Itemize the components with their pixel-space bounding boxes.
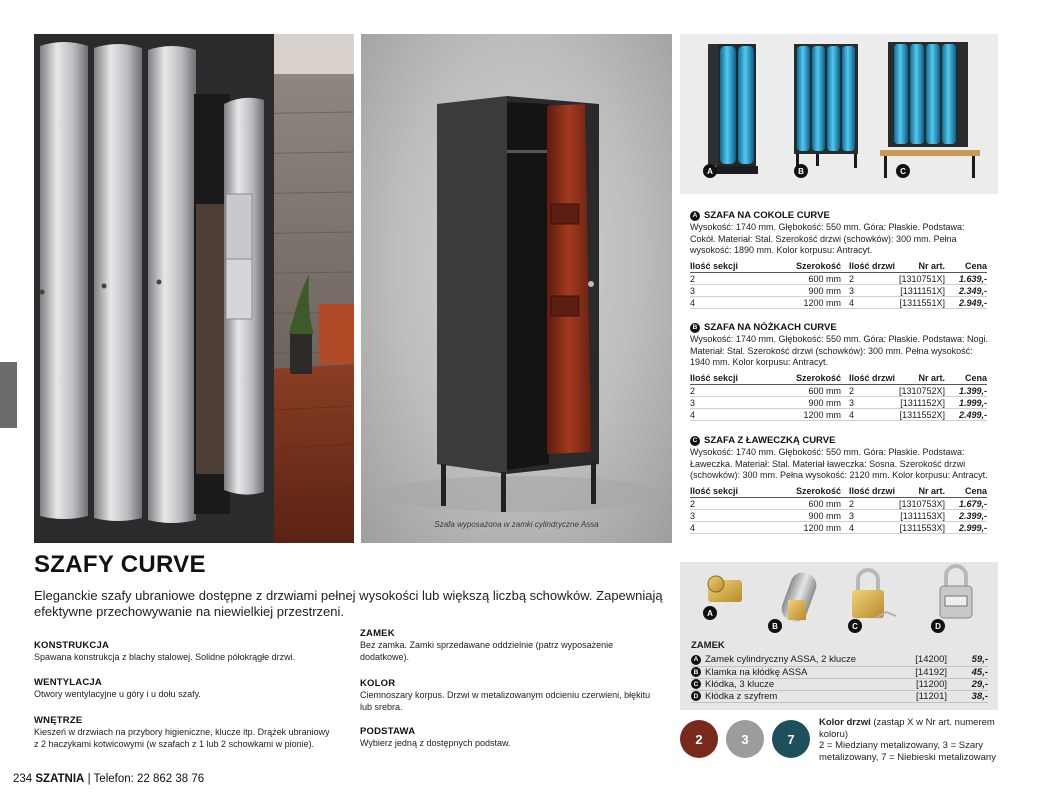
- cell: 2: [690, 498, 760, 510]
- price-cell: 2.949,-: [945, 297, 987, 309]
- section-c-table: [690, 485, 987, 535]
- price-cell: 2.349,-: [945, 285, 987, 297]
- lock-label-c: C: [848, 619, 862, 633]
- section-c-title-text: SZAFA Z ŁAWECZKĄ CURVE: [704, 435, 836, 446]
- color-swatch-grey: 3: [726, 720, 764, 758]
- feature-text: Spawana konstrukcja z blachy stalowej. Solidne półokrągłe drzwi.: [34, 652, 296, 662]
- lock-price: 38,-: [947, 690, 988, 702]
- feature-wentylacja: [34, 677, 334, 701]
- cell: 600 mm: [760, 498, 843, 510]
- section-c-title: [690, 435, 990, 446]
- lock-row-bullet: A: [691, 655, 701, 665]
- page-number: 234: [13, 773, 33, 785]
- cell: 4: [843, 297, 895, 309]
- cell: [1311551X]: [895, 297, 945, 309]
- color-swatch-blue: 7: [772, 720, 810, 758]
- product-variants-box: [680, 34, 998, 194]
- table-row: [690, 409, 987, 421]
- section-tab: [0, 362, 17, 428]
- cell: [1311553X]: [895, 522, 945, 534]
- lock-label-b: B: [768, 619, 782, 633]
- cell: 4: [690, 297, 760, 309]
- cell: 1200 mm: [760, 297, 843, 309]
- section-b-description: Wysokość: 1740 mm. Głębokość: 550 mm. Góra: Płaskie. Podstawa: Nogi. Materiał: Stal. Szerokość drzwi (schowków): 300 mm. Pełna wysokość: 1940 mm. Kolor korpusu: Antracyt.: [690, 334, 989, 367]
- cell: 3: [843, 285, 895, 297]
- locker-illustration: [361, 34, 672, 543]
- cell: 2: [843, 273, 895, 285]
- cell: 2: [843, 498, 895, 510]
- section-c-description: Wysokość: 1740 mm. Głębokość: 550 mm. Góra: Płaskie. Podstawa: Ławeczka. Materiał: Stal. Materiał ławeczka: Sosna. Szerokość drzwi (schowków): 300 mm. Pełna wysokość: 2120 mm. Kolor korpusu: Antracyt.: [690, 447, 988, 480]
- section-b-title: [690, 322, 990, 333]
- cell: [1311151X]: [895, 285, 945, 297]
- locks-heading: ZAMEK: [691, 640, 725, 651]
- col-header: Cena: [945, 372, 987, 385]
- feature-zamek: [360, 628, 660, 663]
- col-header: Nr art.: [895, 372, 945, 385]
- intro-text: Eleganckie szafy ubraniowe dostępne z drzwiami pełnej wysokości lub większą liczbą schowków. Zapewniają efektywne przechowywanie na niewielkiej przestrzeni.: [34, 588, 663, 619]
- table-header-row: [690, 260, 987, 273]
- section-a-table: [690, 260, 987, 310]
- variant-label-c: C: [896, 164, 910, 178]
- cell: 4: [843, 522, 895, 534]
- feature-wnetrze: [34, 715, 334, 750]
- cell: [1311153X]: [895, 510, 945, 522]
- photo-caption: Szafa wyposażona w zamki cylindryczne Assa: [434, 520, 599, 529]
- section-b-title-text: SZAFA NA NÓŻKACH CURVE: [704, 322, 837, 333]
- cell: [1310751X]: [895, 273, 945, 285]
- feature-heading: KOLOR: [360, 678, 396, 689]
- cell: 3: [843, 510, 895, 522]
- cell: 2: [690, 385, 760, 397]
- section-c-bullet: C: [690, 436, 700, 446]
- col-header: Ilość sekcji: [690, 485, 760, 498]
- variant-label-a: A: [703, 164, 717, 178]
- door-color-heading: Kolor drzwi: [819, 717, 871, 728]
- feature-heading: WNĘTRZE: [34, 715, 83, 726]
- locks-box: [680, 562, 998, 710]
- cell: [1311552X]: [895, 409, 945, 421]
- section-b-bullet: B: [690, 323, 700, 333]
- section-b-table: [690, 372, 987, 422]
- col-header: Nr art.: [895, 485, 945, 498]
- feature-heading: KONSTRUKCJA: [34, 640, 110, 651]
- table-row: [691, 690, 988, 702]
- col-header: Cena: [945, 485, 987, 498]
- table-row: [690, 397, 987, 409]
- section-a-bullet: A: [690, 211, 700, 221]
- door-color-text: 2 = Miedziany metalizowany, 3 = Szary metalizowany, 7 = Niebieski metalizowany: [819, 740, 996, 763]
- feature-text: Kieszeń w drzwiach na przybory higieniczne, klucze itp. Drążek ubraniowy z 2 haczykami kotwicowymi (w szafach z 1 lub 2 schowkami w pionie).: [34, 727, 330, 749]
- room-photo-illustration: [34, 34, 354, 543]
- feature-konstrukcja: [34, 640, 334, 664]
- lock-label-a: A: [703, 606, 717, 620]
- cell: [1311152X]: [895, 397, 945, 409]
- table-header-row: [690, 372, 987, 385]
- cell: 3: [690, 285, 760, 297]
- lock-art: [11201]: [895, 690, 947, 702]
- locks-illustration: [680, 562, 998, 632]
- section-a-title: [690, 210, 990, 221]
- feature-text: Wybierz jedną z dostępnych podstaw.: [360, 738, 511, 748]
- cell: 3: [690, 397, 760, 409]
- cell: 600 mm: [760, 273, 843, 285]
- variant-illustrations: [680, 34, 998, 194]
- price-cell: 2.999,-: [945, 522, 987, 534]
- product-photo: [361, 34, 672, 543]
- price-cell: 1.999,-: [945, 397, 987, 409]
- variant-label-b: B: [794, 164, 808, 178]
- door-color-note: (zastąp X w Nr art. numerem koloru): [819, 717, 995, 740]
- price-cell: 1.639,-: [945, 273, 987, 285]
- cell: 4: [843, 409, 895, 421]
- cell: 4: [690, 522, 760, 534]
- feature-heading: WENTYLACJA: [34, 677, 102, 688]
- col-header: Ilość sekcji: [690, 260, 760, 273]
- col-header: Ilość drzwi: [843, 260, 895, 273]
- table-row: [690, 285, 987, 297]
- lock-price: 29,-: [947, 678, 988, 690]
- cell: [1310752X]: [895, 385, 945, 397]
- table-row: [690, 522, 987, 534]
- col-header: Szerokość: [760, 260, 843, 273]
- feature-text: Bez zamka. Zamki sprzedawane oddzielnie (patrz wyposażenie dodatkowe).: [360, 640, 614, 662]
- feature-kolor: [360, 678, 660, 713]
- lock-row-bullet: D: [691, 691, 701, 701]
- col-header: Ilość drzwi: [843, 485, 895, 498]
- cell: 3: [690, 510, 760, 522]
- table-row: [691, 678, 988, 690]
- price-cell: 2.399,-: [945, 510, 987, 522]
- section-a-description: Wysokość: 1740 mm. Głębokość: 550 mm. Góra: Płaskie. Podstawa: Cokół. Materiał: Stal. Szerokość drzwi (schowków): 300 mm. Pełna wysokość: 1890 mm. Kolor korpusu: Antracyt.: [690, 222, 965, 255]
- locks-table: [691, 654, 988, 703]
- cell: 3: [843, 397, 895, 409]
- cell: 900 mm: [760, 397, 843, 409]
- lock-row-bullet: B: [691, 667, 701, 677]
- cell: 4: [690, 409, 760, 421]
- cell: 1200 mm: [760, 522, 843, 534]
- table-row: [690, 510, 987, 522]
- footer: [13, 773, 204, 785]
- color-swatch-copper: 2: [680, 720, 718, 758]
- feature-text: Otwory wentylacyjne u góry i u dołu szafy.: [34, 689, 201, 699]
- table-header-row: [690, 485, 987, 498]
- lock-name: Kłódka, 3 klucze: [705, 678, 895, 690]
- feature-heading: ZAMEK: [360, 628, 395, 639]
- col-header: Cena: [945, 260, 987, 273]
- feature-podstawa: [360, 726, 660, 750]
- cell: 900 mm: [760, 510, 843, 522]
- table-row: [690, 498, 987, 510]
- lock-art: [11200]: [895, 678, 947, 690]
- feature-text: Ciemnoszary korpus. Drzwi w metalizowanym odcieniu czerwieni, błękitu lub srebra.: [360, 690, 651, 712]
- lock-art: [14200]: [895, 654, 947, 666]
- footer-phone: | Telefon: 22 862 38 76: [87, 773, 205, 785]
- section-a-title-text: SZAFA NA COKOLE CURVE: [704, 210, 830, 221]
- cell: 600 mm: [760, 385, 843, 397]
- cell: [1310753X]: [895, 498, 945, 510]
- price-cell: 2.499,-: [945, 409, 987, 421]
- page-title: SZAFY CURVE: [34, 551, 206, 578]
- cell: 900 mm: [760, 285, 843, 297]
- col-header: Ilość sekcji: [690, 372, 760, 385]
- footer-section: SZATNIA: [35, 773, 85, 785]
- cell: 1200 mm: [760, 409, 843, 421]
- lock-name: Zamek cylindryczny ASSA, 2 klucze: [705, 654, 895, 666]
- table-row: [690, 273, 987, 285]
- table-row: [690, 297, 987, 309]
- lock-art: [14192]: [895, 666, 947, 678]
- lock-label-d: D: [931, 619, 945, 633]
- lock-price: 45,-: [947, 666, 988, 678]
- price-cell: 1.679,-: [945, 498, 987, 510]
- col-header: Szerokość: [760, 372, 843, 385]
- section-b: [690, 322, 990, 421]
- cell: 2: [843, 385, 895, 397]
- col-header: Ilość drzwi: [843, 372, 895, 385]
- lock-price: 59,-: [947, 654, 988, 666]
- table-row: [690, 385, 987, 397]
- section-c: [690, 435, 990, 534]
- room-photo: [34, 34, 354, 543]
- col-header: Nr art.: [895, 260, 945, 273]
- feature-heading: PODSTAWA: [360, 726, 416, 737]
- cell: 2: [690, 273, 760, 285]
- table-row: [691, 654, 988, 666]
- lock-name: Kłódka z szyfrem: [705, 690, 895, 702]
- lock-name: Klamka na kłódkę ASSA: [705, 666, 895, 678]
- col-header: Szerokość: [760, 485, 843, 498]
- section-a: [690, 210, 990, 309]
- door-color-legend: [819, 717, 1001, 763]
- table-row: [691, 666, 988, 678]
- lock-row-bullet: C: [691, 679, 701, 689]
- price-cell: 1.399,-: [945, 385, 987, 397]
